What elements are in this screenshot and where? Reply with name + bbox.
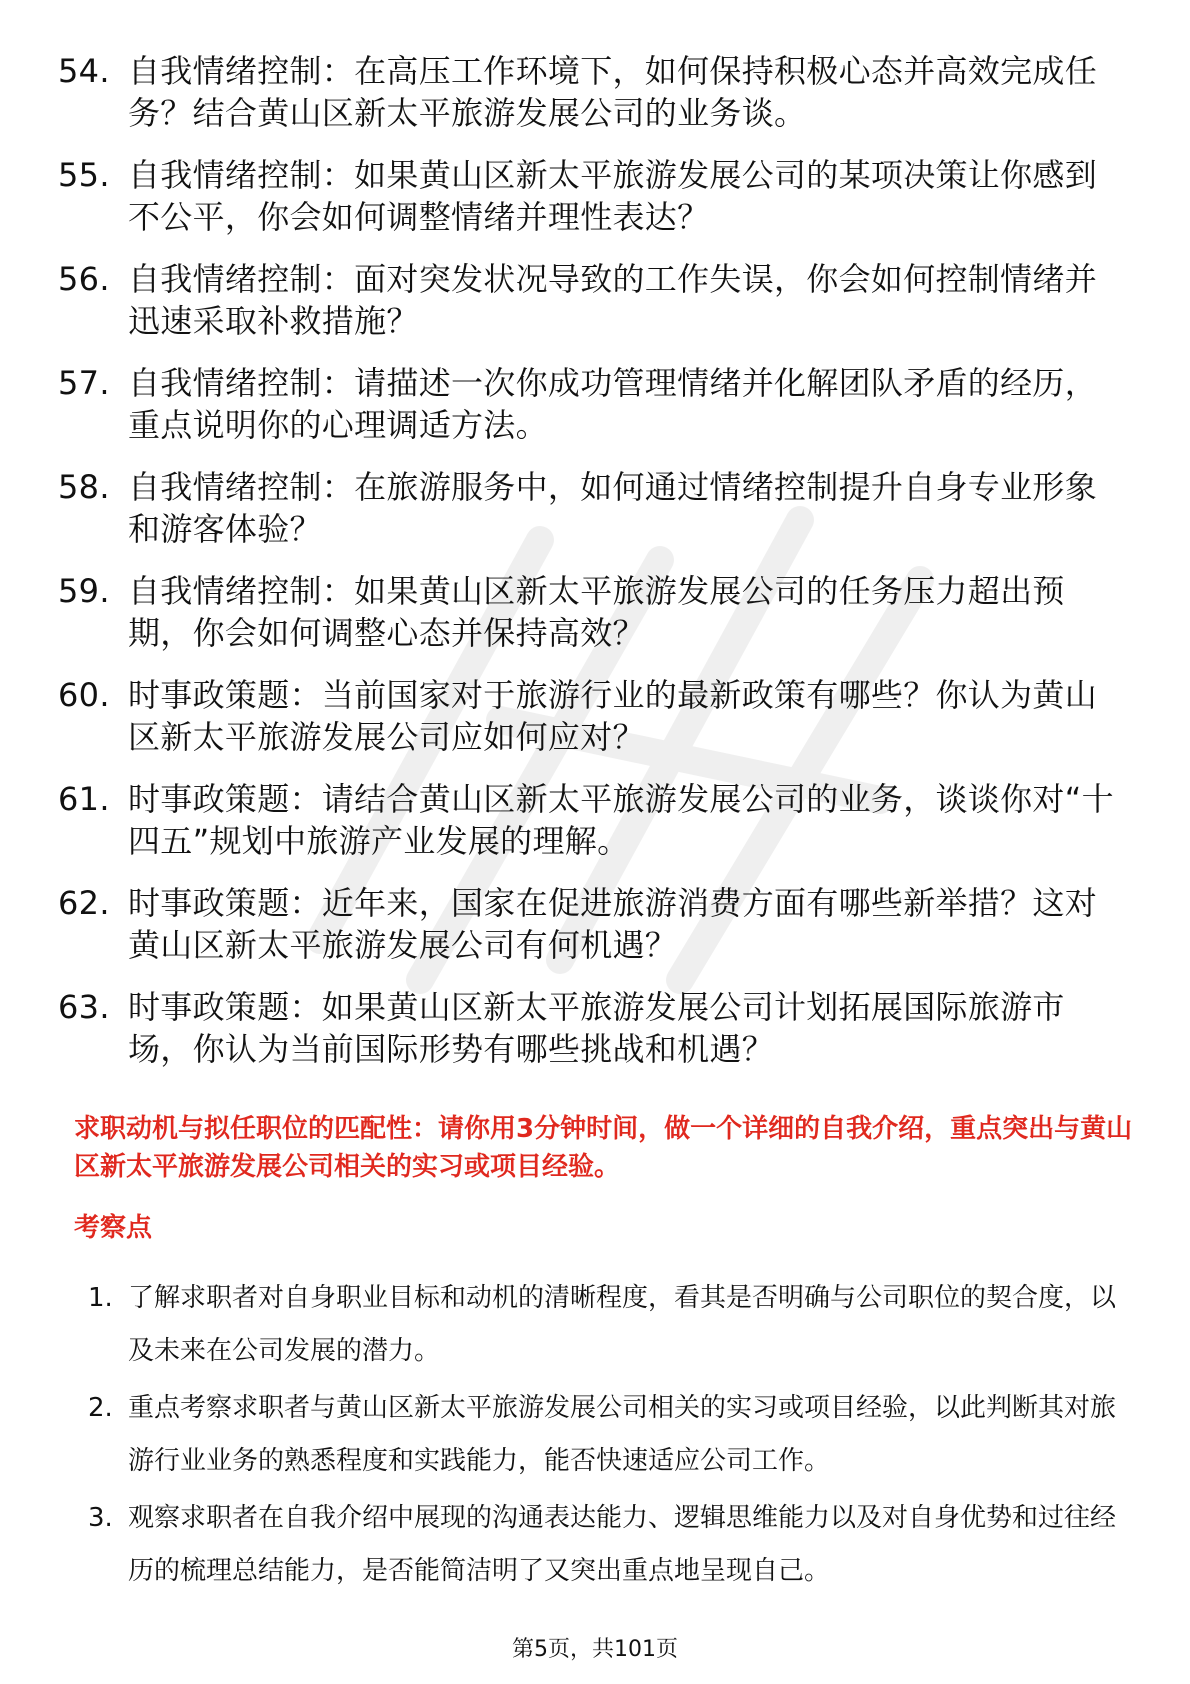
question-number: 61.	[58, 780, 110, 818]
point-text: 重点考察求职者与黄山区新太平旅游发展公司相关的实习或项目经验，以此判断其对旅游行业业务的熟悉程度和实践能力，能否快速适应公司工作。	[128, 1393, 1117, 1476]
question-item	[58, 674, 1118, 758]
question-item	[58, 778, 1118, 862]
question-text: 自我情绪控制：面对突发状况导致的工作失误，你会如何控制情绪并迅速采取补救措施？	[128, 260, 1098, 340]
question-text: 自我情绪控制：在旅游服务中，如何通过情绪控制提升自身专业形象和游客体验？	[128, 468, 1098, 548]
question-number: 62.	[58, 884, 110, 922]
question-text: 自我情绪控制：请描述一次你成功管理情绪并化解团队矛盾的经历，重点说明你的心理调适方法。	[128, 364, 1098, 444]
question-number: 58.	[58, 468, 110, 506]
question-text: 自我情绪控制：在高压工作环境下，如何保持积极心态并高效完成任务？结合黄山区新太平旅游发展公司的业务谈。	[128, 52, 1098, 132]
question-text: 时事政策题：如果黄山区新太平旅游发展公司计划拓展国际旅游市场，你认为当前国际形势有哪些挑战和机遇？	[128, 988, 1065, 1068]
section-subheading: 考察点	[74, 1213, 153, 1243]
question-text: 时事政策题：当前国家对于旅游行业的最新政策有哪些？你认为黄山区新太平旅游发展公司应如何应对？	[128, 676, 1098, 756]
question-item	[58, 570, 1118, 654]
assessment-points-list	[88, 1272, 1128, 1602]
question-item	[58, 258, 1118, 342]
question-item	[58, 466, 1118, 550]
point-text: 观察求职者在自我介绍中展现的沟通表达能力、逻辑思维能力以及对自身优势和过往经历的梳理总结能力，是否能简洁明了又突出重点地呈现自己。	[128, 1503, 1117, 1586]
question-item	[58, 882, 1118, 966]
point-number: 2.	[88, 1393, 113, 1423]
assessment-point	[88, 1492, 1128, 1598]
question-list	[58, 50, 1118, 1090]
point-number: 1.	[88, 1283, 113, 1313]
question-item	[58, 986, 1118, 1070]
question-text: 时事政策题：请结合黄山区新太平旅游发展公司的业务，谈谈你对“十四五”规划中旅游产业发展的理解。	[128, 780, 1114, 860]
question-number: 59.	[58, 572, 110, 610]
question-number: 60.	[58, 676, 110, 714]
question-item	[58, 50, 1118, 134]
question-number: 63.	[58, 988, 110, 1026]
assessment-point	[88, 1382, 1128, 1488]
section-heading: 求职动机与拟任职位的匹配性：请你用3分钟时间，做一个详细的自我介绍，重点突出与黄山区新太平旅游发展公司相关的实习或项目经验。	[74, 1114, 1133, 1182]
question-item	[58, 362, 1118, 446]
page-footer: 第5页，共101页	[512, 1637, 678, 1662]
question-number: 56.	[58, 260, 110, 298]
question-item	[58, 154, 1118, 238]
question-text: 时事政策题：近年来，国家在促进旅游消费方面有哪些新举措？这对黄山区新太平旅游发展公司有何机遇？	[128, 884, 1098, 964]
question-number: 54.	[58, 52, 110, 90]
question-text: 自我情绪控制：如果黄山区新太平旅游发展公司的某项决策让你感到不公平，你会如何调整情绪并理性表达？	[128, 156, 1098, 236]
point-text: 了解求职者对自身职业目标和动机的清晰程度，看其是否明确与公司职位的契合度，以及未来在公司发展的潜力。	[128, 1283, 1117, 1366]
question-text: 自我情绪控制：如果黄山区新太平旅游发展公司的任务压力超出预期，你会如何调整心态并保持高效？	[128, 572, 1065, 652]
point-number: 3.	[88, 1503, 113, 1533]
question-number: 55.	[58, 156, 110, 194]
question-number: 57.	[58, 364, 110, 402]
assessment-point	[88, 1272, 1128, 1378]
